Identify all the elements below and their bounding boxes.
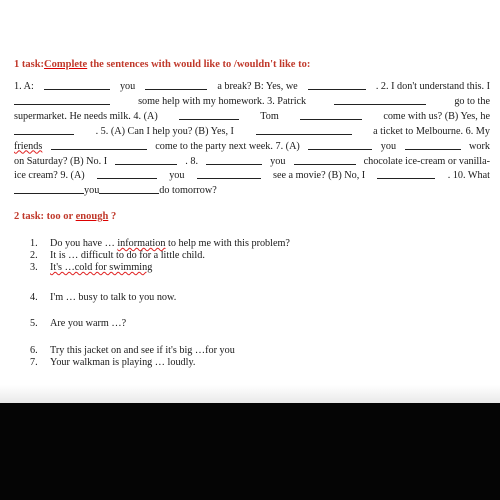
task1-paragraph (14, 80, 490, 199)
answer-blank[interactable] (99, 184, 159, 194)
answer-blank[interactable] (14, 184, 84, 194)
page-bottom-shadow (0, 385, 500, 403)
task1-line-4: . 5. (A) Can I help you? (B) Yes, I a ticket to Melbourne. 6. My (14, 125, 490, 140)
answer-blank[interactable] (405, 140, 461, 150)
answer-blank[interactable] (97, 169, 157, 179)
answer-blank[interactable] (44, 80, 110, 90)
task1-line-2: some help with my homework. 3. Patrick go to the (14, 95, 490, 110)
answer-blank[interactable] (14, 125, 74, 135)
answer-blank[interactable] (197, 169, 261, 179)
task1-heading-keyword: Complete (44, 59, 88, 70)
task1-line-5: friends come to the party next week. 7. (A) you work (14, 140, 490, 152)
answer-blank[interactable] (308, 80, 366, 90)
answer-blank[interactable] (334, 95, 426, 105)
list-item: 1. Do you have … information to help me with this problem? (30, 238, 290, 249)
task1-line-7: ice cream? 9. (A) you see a movie? (B) No, I . 10. What (14, 170, 490, 182)
task2-heading-keyword: enough (75, 211, 109, 222)
list-item: 6. Try this jacket on and see if it's big …for you (30, 345, 235, 356)
answer-blank[interactable] (256, 125, 352, 135)
list-item: 5. Are you warm …? (30, 318, 127, 329)
task1-heading-prefix: 1 task: (14, 59, 45, 70)
task2-heading-rest: ? (108, 211, 117, 222)
list-item: 3. It's …cold for swimming (30, 262, 153, 273)
answer-blank[interactable] (294, 155, 356, 165)
task1-line-6: on Saturday? (B) No. I . 8. you chocolate ice-cream or vanilla- (14, 155, 490, 167)
answer-blank[interactable] (51, 140, 147, 150)
task1-heading (14, 59, 310, 70)
list-item: 4. I'm … busy to talk to you now. (30, 292, 177, 303)
answer-blank[interactable] (145, 80, 207, 90)
task1-line-3: supermarket. He needs milk. 4. (A) Tom come with us? (B) Yes, he (14, 110, 490, 122)
dark-background-area (0, 403, 500, 500)
task2-heading-prefix: 2 task: too or (14, 211, 76, 222)
task1-heading-rest: the sentences with would like to /wouldn't like to: (87, 59, 311, 70)
answer-blank[interactable] (179, 110, 239, 120)
list-item: 2. It is … difficult to do for a little child. (30, 250, 205, 261)
list-item: 7. Your walkman is playing … loudly. (30, 357, 196, 368)
answer-blank[interactable] (377, 169, 435, 179)
task2-heading (14, 211, 116, 222)
answer-blank[interactable] (206, 155, 262, 165)
task1-line-1: 1. A: you a break? B: Yes, we . 2. I don't understand this. I (14, 81, 490, 92)
answer-blank[interactable] (14, 95, 110, 105)
answer-blank[interactable] (300, 110, 362, 120)
answer-blank[interactable] (115, 155, 177, 165)
task1-line-8: you do tomorrow? (14, 184, 490, 199)
answer-blank[interactable] (308, 140, 372, 150)
